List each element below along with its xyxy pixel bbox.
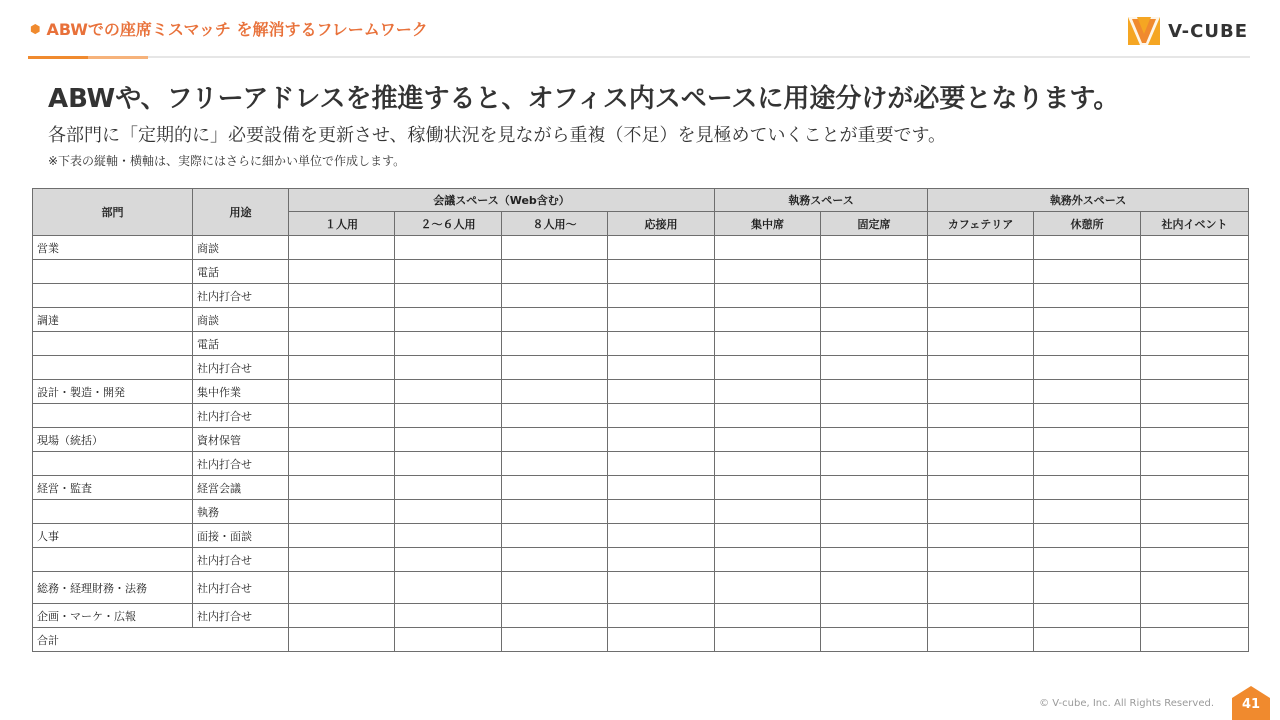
value-cell — [289, 380, 395, 404]
value-cell — [289, 524, 395, 548]
value-cell — [821, 500, 928, 524]
group-header-work-space: 執務スペース — [715, 189, 928, 212]
value-cell — [1141, 500, 1249, 524]
value-cell — [715, 356, 821, 380]
table-row — [33, 476, 1249, 500]
value-cell — [289, 284, 395, 308]
value-cell — [395, 308, 502, 332]
table-body — [33, 236, 1249, 652]
value-cell — [715, 260, 821, 284]
column-header: 固定席 — [821, 212, 928, 236]
space-allocation-table — [32, 188, 1249, 652]
value-cell — [928, 476, 1034, 500]
value-cell — [289, 500, 395, 524]
value-cell — [821, 332, 928, 356]
column-header: 集中席 — [715, 212, 821, 236]
value-cell — [715, 524, 821, 548]
use-cell: 社内打合せ — [193, 548, 289, 572]
value-cell — [502, 356, 608, 380]
value-cell — [715, 380, 821, 404]
column-header: 社内イベント — [1141, 212, 1249, 236]
value-cell — [928, 308, 1034, 332]
value-cell — [289, 332, 395, 356]
value-cell — [502, 500, 608, 524]
value-cell — [395, 604, 502, 628]
value-cell — [608, 548, 715, 572]
value-cell — [821, 284, 928, 308]
table-row — [33, 572, 1249, 604]
dept-cell: 調達 — [33, 308, 193, 332]
table-row — [33, 604, 1249, 628]
value-cell — [502, 404, 608, 428]
table-row — [33, 380, 1249, 404]
value-cell — [928, 428, 1034, 452]
use-cell: 執務 — [193, 500, 289, 524]
value-cell — [608, 404, 715, 428]
value-cell — [928, 332, 1034, 356]
value-cell — [1141, 524, 1249, 548]
value-cell — [821, 452, 928, 476]
table-row — [33, 524, 1249, 548]
value-cell — [289, 452, 395, 476]
value-cell — [1141, 572, 1249, 604]
dept-cell — [33, 356, 193, 380]
value-cell — [289, 236, 395, 260]
value-cell — [502, 380, 608, 404]
value-cell — [821, 308, 928, 332]
value-cell — [395, 500, 502, 524]
column-header: １人用 — [289, 212, 395, 236]
use-cell: 商談 — [193, 308, 289, 332]
use-cell: 社内打合せ — [193, 452, 289, 476]
value-cell — [715, 428, 821, 452]
value-cell — [502, 260, 608, 284]
dept-cell — [33, 260, 193, 284]
value-cell — [821, 260, 928, 284]
table-row — [33, 308, 1249, 332]
dept-cell: 総務・経理財務・法務 — [33, 572, 193, 604]
value-cell — [608, 428, 715, 452]
total-row — [33, 628, 1249, 652]
use-cell: 経営会議 — [193, 476, 289, 500]
value-cell — [821, 404, 928, 428]
value-cell — [395, 476, 502, 500]
total-value-cell — [289, 628, 395, 652]
table-row — [33, 548, 1249, 572]
dept-cell: 企画・マーケ・広報 — [33, 604, 193, 628]
value-cell — [1141, 332, 1249, 356]
table-row — [33, 260, 1249, 284]
value-cell — [289, 604, 395, 628]
total-value-cell — [928, 628, 1034, 652]
value-cell — [821, 524, 928, 548]
value-cell — [1034, 572, 1141, 604]
value-cell — [395, 452, 502, 476]
value-cell — [1034, 260, 1141, 284]
value-cell — [608, 380, 715, 404]
total-value-cell — [1141, 628, 1249, 652]
use-cell: 面接・面談 — [193, 524, 289, 548]
value-cell — [608, 500, 715, 524]
column-header: ８人用〜 — [502, 212, 608, 236]
value-cell — [715, 500, 821, 524]
slide-headline: ABWや、フリーアドレスを推進すると、オフィス内スペースに用途分けが必要となります。 — [48, 84, 1120, 114]
dept-cell: 経営・監査 — [33, 476, 193, 500]
value-cell — [1034, 524, 1141, 548]
header-divider — [28, 56, 1250, 58]
value-cell — [715, 284, 821, 308]
value-cell — [289, 260, 395, 284]
group-header-meeting-space: 会議スペース（Web含む） — [289, 189, 715, 212]
dept-cell — [33, 500, 193, 524]
value-cell — [289, 356, 395, 380]
value-cell — [502, 284, 608, 308]
table-row — [33, 332, 1249, 356]
use-cell: 電話 — [193, 260, 289, 284]
value-cell — [928, 284, 1034, 308]
slide-section-title — [30, 17, 428, 40]
company-logo — [1126, 15, 1248, 47]
value-cell — [608, 284, 715, 308]
value-cell — [1141, 548, 1249, 572]
value-cell — [1034, 308, 1141, 332]
value-cell — [928, 500, 1034, 524]
header-accent-bar-light — [88, 56, 148, 59]
use-cell: 資材保管 — [193, 428, 289, 452]
use-cell: 社内打合せ — [193, 604, 289, 628]
value-cell — [608, 260, 715, 284]
value-cell — [289, 404, 395, 428]
value-cell — [1034, 236, 1141, 260]
value-cell — [928, 524, 1034, 548]
v-cube-logo-icon — [1126, 15, 1162, 47]
page-number-badge — [1232, 686, 1270, 720]
total-value-cell — [608, 628, 715, 652]
value-cell — [821, 356, 928, 380]
value-cell — [1141, 260, 1249, 284]
value-cell — [1141, 236, 1249, 260]
value-cell — [608, 308, 715, 332]
value-cell — [1141, 604, 1249, 628]
value-cell — [502, 572, 608, 604]
value-cell — [1034, 452, 1141, 476]
value-cell — [395, 524, 502, 548]
table-note: ※下表の縦軸・横軸は、実際にはさらに細かい単位で作成します。 — [48, 154, 406, 168]
table-row — [33, 452, 1249, 476]
header-use: 用途 — [193, 189, 289, 236]
value-cell — [608, 604, 715, 628]
value-cell — [821, 380, 928, 404]
dept-cell: 人事 — [33, 524, 193, 548]
value-cell — [1034, 500, 1141, 524]
value-cell — [1141, 284, 1249, 308]
value-cell — [1034, 356, 1141, 380]
dept-cell — [33, 284, 193, 308]
use-cell: 社内打合せ — [193, 404, 289, 428]
value-cell — [608, 572, 715, 604]
use-cell: 商談 — [193, 236, 289, 260]
total-value-cell — [715, 628, 821, 652]
dept-cell: 営業 — [33, 236, 193, 260]
value-cell — [1034, 604, 1141, 628]
value-cell — [502, 332, 608, 356]
value-cell — [502, 452, 608, 476]
value-cell — [395, 428, 502, 452]
value-cell — [928, 260, 1034, 284]
value-cell — [608, 356, 715, 380]
value-cell — [502, 548, 608, 572]
value-cell — [715, 604, 821, 628]
section-title-text: ABWでの座席ミスマッチ を解消するフレームワーク — [46, 20, 428, 39]
page-number: 41 — [1241, 697, 1261, 712]
total-value-cell — [502, 628, 608, 652]
value-cell — [1034, 380, 1141, 404]
value-cell — [395, 548, 502, 572]
value-cell — [395, 236, 502, 260]
table-row — [33, 404, 1249, 428]
value-cell — [715, 308, 821, 332]
use-cell: 社内打合せ — [193, 356, 289, 380]
value-cell — [928, 356, 1034, 380]
value-cell — [289, 548, 395, 572]
table-row — [33, 500, 1249, 524]
value-cell — [502, 236, 608, 260]
value-cell — [1141, 380, 1249, 404]
value-cell — [928, 452, 1034, 476]
value-cell — [395, 332, 502, 356]
column-header: 応接用 — [608, 212, 715, 236]
value-cell — [715, 404, 821, 428]
dept-cell — [33, 332, 193, 356]
value-cell — [1034, 476, 1141, 500]
value-cell — [289, 572, 395, 604]
value-cell — [821, 604, 928, 628]
header-accent-bar — [28, 56, 88, 59]
logo-wordmark: V-CUBE — [1168, 20, 1248, 42]
value-cell — [395, 380, 502, 404]
copyright-notice: © V-cube, Inc. All Rights Reserved. — [1039, 698, 1214, 709]
value-cell — [928, 604, 1034, 628]
dept-cell: 設計・製造・開発 — [33, 380, 193, 404]
value-cell — [608, 236, 715, 260]
value-cell — [715, 332, 821, 356]
table-row — [33, 428, 1249, 452]
value-cell — [715, 236, 821, 260]
value-cell — [928, 380, 1034, 404]
hexagon-bullet-icon: ⬢ — [30, 21, 41, 36]
value-cell — [502, 308, 608, 332]
value-cell — [928, 404, 1034, 428]
value-cell — [928, 548, 1034, 572]
value-cell — [1034, 428, 1141, 452]
value-cell — [1034, 284, 1141, 308]
value-cell — [289, 476, 395, 500]
value-cell — [821, 548, 928, 572]
value-cell — [928, 236, 1034, 260]
value-cell — [715, 548, 821, 572]
column-header: ２〜６人用 — [395, 212, 502, 236]
table-row — [33, 236, 1249, 260]
value-cell — [1141, 428, 1249, 452]
total-value-cell — [1034, 628, 1141, 652]
value-cell — [608, 524, 715, 548]
total-value-cell — [395, 628, 502, 652]
value-cell — [821, 236, 928, 260]
dept-cell — [33, 404, 193, 428]
value-cell — [502, 476, 608, 500]
value-cell — [1034, 332, 1141, 356]
value-cell — [928, 572, 1034, 604]
value-cell — [608, 452, 715, 476]
value-cell — [1141, 404, 1249, 428]
column-header: カフェテリア — [928, 212, 1034, 236]
value-cell — [1034, 548, 1141, 572]
slide-subheadline: 各部門に「定期的に」必要設備を更新させ、稼働状況を見ながら重複（不足）を見極めていくことが重要です。 — [48, 125, 947, 146]
table-row — [33, 284, 1249, 308]
value-cell — [715, 476, 821, 500]
value-cell — [1034, 404, 1141, 428]
value-cell — [502, 428, 608, 452]
value-cell — [395, 260, 502, 284]
dept-cell — [33, 548, 193, 572]
value-cell — [395, 284, 502, 308]
value-cell — [608, 332, 715, 356]
value-cell — [715, 572, 821, 604]
column-header: 休憩所 — [1034, 212, 1141, 236]
value-cell — [821, 572, 928, 604]
value-cell — [289, 308, 395, 332]
value-cell — [821, 476, 928, 500]
value-cell — [1141, 308, 1249, 332]
use-cell: 社内打合せ — [193, 284, 289, 308]
value-cell — [608, 476, 715, 500]
value-cell — [395, 572, 502, 604]
value-cell — [715, 452, 821, 476]
value-cell — [395, 356, 502, 380]
table-row — [33, 356, 1249, 380]
value-cell — [502, 604, 608, 628]
value-cell — [1141, 476, 1249, 500]
dept-cell — [33, 452, 193, 476]
value-cell — [1141, 356, 1249, 380]
value-cell — [821, 428, 928, 452]
total-label-cell: 合計 — [33, 628, 289, 652]
use-cell: 集中作業 — [193, 380, 289, 404]
use-cell: 電話 — [193, 332, 289, 356]
group-header-non-work-space: 執務外スペース — [928, 189, 1249, 212]
total-value-cell — [821, 628, 928, 652]
dept-cell: 現場（統括） — [33, 428, 193, 452]
value-cell — [502, 524, 608, 548]
value-cell — [289, 428, 395, 452]
value-cell — [1141, 452, 1249, 476]
use-cell: 社内打合せ — [193, 572, 289, 604]
header-dept: 部門 — [33, 189, 193, 236]
value-cell — [395, 404, 502, 428]
